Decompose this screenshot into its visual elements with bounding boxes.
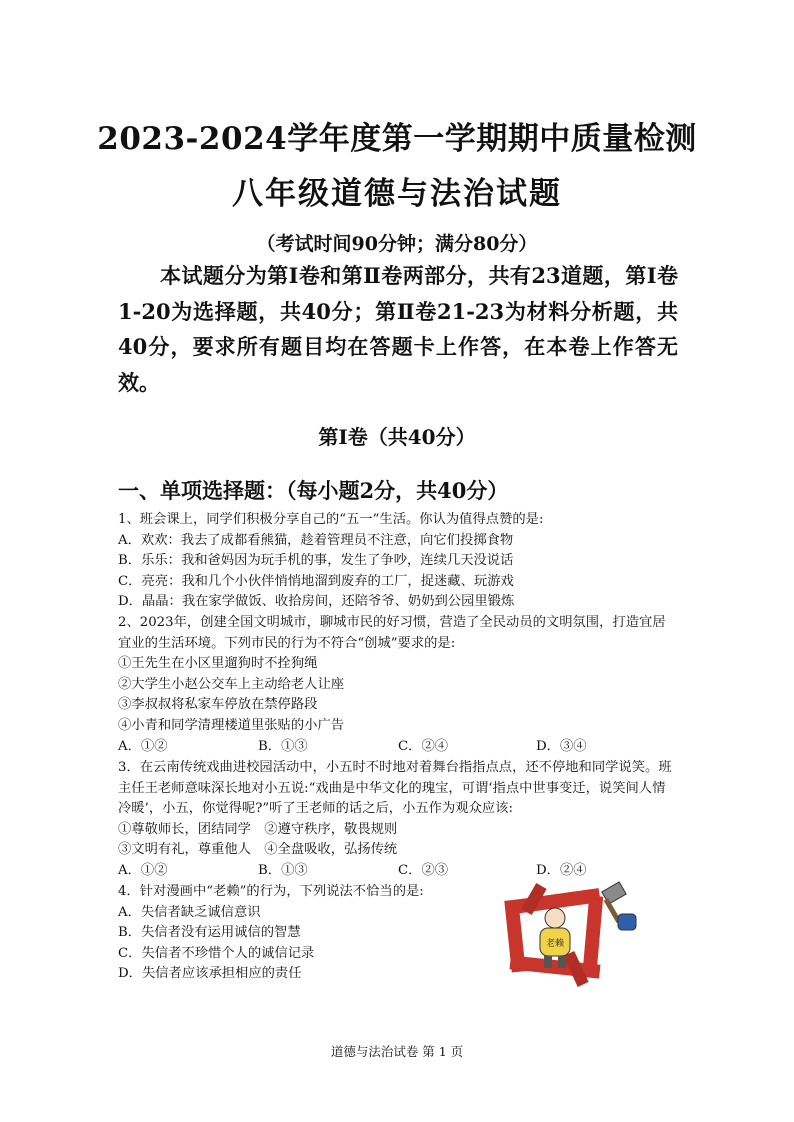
statement-1: ①王先生在小区里遛狗时不拴狗绳 <box>118 656 318 672</box>
exam-instructions: 本试题分为第Ⅰ卷和第Ⅱ卷两部分，共有23道题，第Ⅰ卷1-20为选择题，共40分；第Ⅱ卷21-23为材料分析题，共40分，要求所有题目均在答题卡上作答，在本卷上作答无效。 <box>118 263 678 395</box>
option-c: C．亮亮：我和几个小伙伴悄悄地溜到废弃的工厂，捉迷藏、玩游戏 <box>118 573 514 589</box>
cartoon-illustration <box>500 880 640 992</box>
choice-d: D．②④ <box>536 862 587 878</box>
option-a: A．欢欢：我去了成都看熊猫，趁着管理员不注意，向它们投掷食物 <box>118 532 514 548</box>
choice-row <box>118 861 678 882</box>
page-footer: 道德与法治试卷 第 1 页 <box>330 1044 464 1059</box>
choice-a: A．①② <box>118 738 168 754</box>
question-stem: 4．针对漫画中“老赖”的行为，下列说法不恰当的是: <box>118 884 424 899</box>
option-d: D．失信者应该承担相应的责任 <box>118 966 302 982</box>
question-3 <box>118 758 678 882</box>
option-b: B．失信者没有运用诚信的智慧 <box>118 925 301 941</box>
choice-b: B．①③ <box>258 738 308 754</box>
statement-row-1: ①尊敬师长，团结同学 ②遵守秩序，敬畏规则 <box>118 821 398 837</box>
choice-a: A．①② <box>118 862 168 878</box>
choice-b: B．①③ <box>258 862 308 878</box>
option-c: C．失信者不珍惜个人的诚信记录 <box>118 945 315 961</box>
page-subtitle: 八年级道德与法治试题 <box>232 176 562 212</box>
choice-c: C．②④ <box>398 738 449 754</box>
question-stem: 3．在云南传统戏曲进校园活动中，小五时不时地对着舞台指指点点，还不停地和同学说笑。班主任王老师意味深长地对小五说:“戏曲是中华文化的瑰宝，可谓‘指点中世事变迁，说笑间人情冷暖’，小五，你觉得呢?”听了王老师的话之后，小五作为观众应该: <box>118 760 672 817</box>
option-d: D．晶晶：我在家学做饭、收拾房间，还陪爷爷、奶奶到公园里锻炼 <box>118 594 515 610</box>
option-a: A．失信者缺乏诚信意识 <box>118 904 261 920</box>
question-stem: 2、2023年，创建全国文明城市，聊城市民的好习惯，营造了全民动员的文明氛围，打造宜居宜业的生活环境。下列市民的行为不符合“创城”要求的是: <box>118 615 666 651</box>
choice-c: C．②③ <box>398 862 449 878</box>
exam-info: （考试时间90分钟；满分80分） <box>256 233 538 255</box>
question-2 <box>118 613 678 757</box>
option-b: B．乐乐：我和爸妈因为玩手机的事，发生了争吵，连续几天没说话 <box>118 553 514 569</box>
volume-title: 第Ⅰ卷（共40分） <box>318 425 476 449</box>
choice-row <box>118 737 678 758</box>
question-1 <box>118 510 678 613</box>
statement-3: ③李叔叔将私家车停放在禁停路段 <box>118 697 318 713</box>
statement-row-2: ③文明有礼，尊重他人 ④全盘吸收，弘扬传统 <box>118 842 398 858</box>
statement-4: ④小青和同学清理楼道里张贴的小广告 <box>118 717 345 733</box>
section-title: 一、单项选择题：（每小题2分，共40分） <box>118 478 509 503</box>
person-figure <box>540 908 570 968</box>
statement-2: ②大学生小赵公交车上主动给老人让座 <box>118 676 345 692</box>
page-title: 2023-2024学年度第一学期期中质量检测 <box>97 121 697 157</box>
choice-d: D．③④ <box>536 738 587 754</box>
cartoon-label: 老赖 <box>545 939 565 949</box>
question-4 <box>118 882 478 985</box>
question-stem: 1、班会课上，同学们积极分享自己的“五一”生活。你认为值得点赞的是: <box>118 512 544 527</box>
hammer-hand <box>602 882 636 930</box>
